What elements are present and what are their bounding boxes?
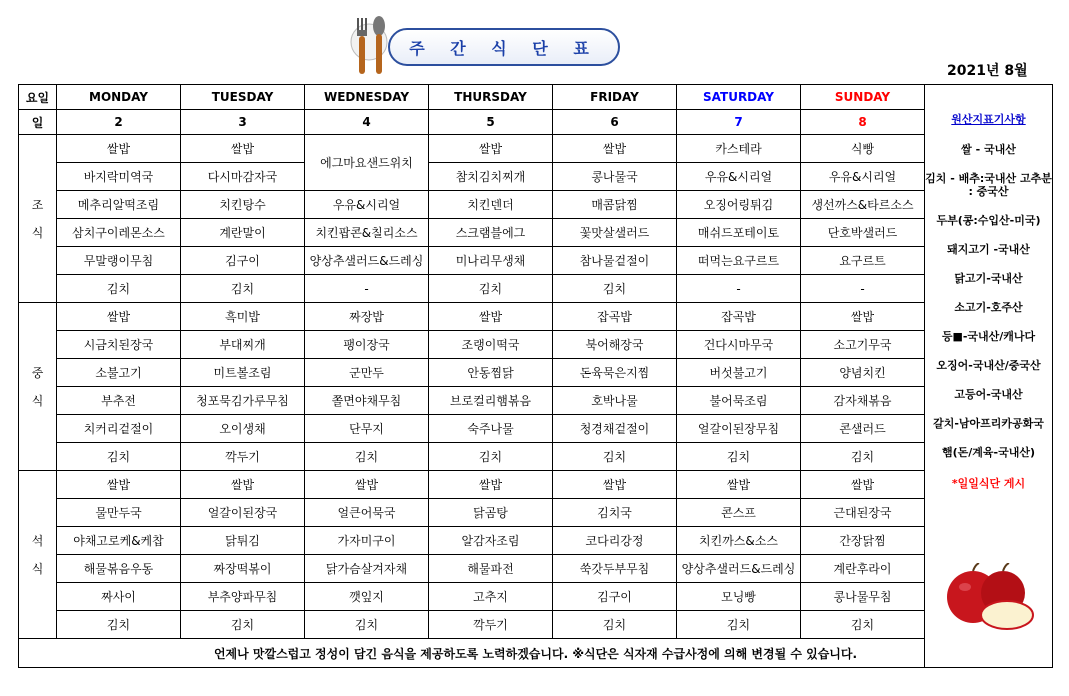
menu-cell: 군만두 xyxy=(305,359,429,387)
menu-cell: 호박나물 xyxy=(553,387,677,415)
menu-cell: 고추지 xyxy=(429,583,553,611)
menu-row xyxy=(19,163,1053,191)
origin-item: 햄(돈/계육-국내산) xyxy=(941,446,1036,459)
menu-row xyxy=(19,247,1053,275)
menu-cell: 콩나물국 xyxy=(553,163,677,191)
menu-cell: 김치 xyxy=(305,611,429,639)
origin-item: 김치 - 배추:국내산 고추분 : 중국산 xyxy=(925,172,1052,198)
menu-cell: 짜장밥 xyxy=(305,303,429,331)
origin-item: 갈치-남아프리카공화국 xyxy=(933,417,1044,430)
menu-cell: 감자채볶음 xyxy=(801,387,925,415)
menu-cell: 치킨덴더 xyxy=(429,191,553,219)
menu-cell: 쌀밥 xyxy=(553,135,677,163)
menu-cell: 꽃맛살샐러드 xyxy=(553,219,677,247)
menu-cell: 콩나물무침 xyxy=(801,583,925,611)
menu-cell: - xyxy=(801,275,925,303)
menu-cell: 얼큰어묵국 xyxy=(305,499,429,527)
day-name: MONDAY xyxy=(57,85,181,110)
menu-cell: 김치 xyxy=(181,275,305,303)
menu-cell: 불어묵조림 xyxy=(677,387,801,415)
menu-cell: 식빵 xyxy=(801,135,925,163)
menu-cell: 김치 xyxy=(57,611,181,639)
menu-cell: 건다시마무국 xyxy=(677,331,801,359)
menu-row xyxy=(19,583,1053,611)
menu-cell: 치커리겉절이 xyxy=(57,415,181,443)
menu-cell: 매쉬드포테이토 xyxy=(677,219,801,247)
menu-cell: 쌀밥 xyxy=(57,303,181,331)
menu-cell: 간장닭찜 xyxy=(801,527,925,555)
date-label: 일 xyxy=(19,110,57,135)
day-label: 요일 xyxy=(19,85,57,110)
menu-cell: 깍두기 xyxy=(181,443,305,471)
date-cell: 7 xyxy=(677,110,801,135)
meal-label-char: 석 xyxy=(31,533,44,548)
menu-cell: 김치 xyxy=(553,443,677,471)
menu-cell: 김치 xyxy=(553,275,677,303)
menu-cell: 팽이장국 xyxy=(305,331,429,359)
menu-cell: 닭곰탕 xyxy=(429,499,553,527)
menu-cell: 쌀밥 xyxy=(429,471,553,499)
menu-cell: 김치 xyxy=(305,443,429,471)
menu-cell: 김치 xyxy=(429,275,553,303)
menu-cell: 부추전 xyxy=(57,387,181,415)
origin-info-panel xyxy=(925,85,1053,668)
menu-cell: 양상추샐러드&드레싱 xyxy=(305,247,429,275)
date-row xyxy=(19,110,1053,135)
menu-cell: 짜사이 xyxy=(57,583,181,611)
menu-cell: 근대된장국 xyxy=(801,499,925,527)
menu-cell: 김치 xyxy=(801,611,925,639)
menu-cell: 부대찌개 xyxy=(181,331,305,359)
menu-cell: 계란말이 xyxy=(181,219,305,247)
menu-cell: 콘샐러드 xyxy=(801,415,925,443)
date-cell: 8 xyxy=(801,110,925,135)
menu-cell: 쌀밥 xyxy=(181,135,305,163)
meal-label-char: 식 xyxy=(31,561,44,576)
menu-cell: 스크램블에그 xyxy=(429,219,553,247)
menu-cell: 소불고기 xyxy=(57,359,181,387)
menu-cell: 우유&시리얼 xyxy=(305,191,429,219)
menu-cell: 단호박샐러드 xyxy=(801,219,925,247)
menu-cell: 김치 xyxy=(181,611,305,639)
menu-cell: 김치 xyxy=(677,611,801,639)
meal-label-char: 중 xyxy=(31,365,44,380)
menu-cell: 코다리강정 xyxy=(553,527,677,555)
menu-cell: 치킨팝콘&칠리소스 xyxy=(305,219,429,247)
menu-cell: 우유&시리얼 xyxy=(801,163,925,191)
menu-cell: 깍두기 xyxy=(429,611,553,639)
menu-cell: 김치 xyxy=(801,443,925,471)
menu-cell: 매콤닭찜 xyxy=(553,191,677,219)
menu-cell: 단무지 xyxy=(305,415,429,443)
menu-cell: 조랭이떡국 xyxy=(429,331,553,359)
menu-cell: 물만두국 xyxy=(57,499,181,527)
menu-cell: 닭튀김 xyxy=(181,527,305,555)
menu-row xyxy=(19,443,1053,471)
menu-cell: 버섯불고기 xyxy=(677,359,801,387)
menu-cell: 알감자조림 xyxy=(429,527,553,555)
menu-row xyxy=(19,555,1053,583)
menu-row xyxy=(19,471,1053,499)
menu-row xyxy=(19,387,1053,415)
menu-cell: 양상추샐러드&드레싱 xyxy=(677,555,801,583)
menu-row xyxy=(19,275,1053,303)
menu-cell: 참나물겉절이 xyxy=(553,247,677,275)
menu-cell: - xyxy=(305,275,429,303)
origin-item: 두부(콩:수입산-미국) xyxy=(936,214,1041,227)
meal-label-char: 식 xyxy=(31,225,44,240)
menu-cell: 부추양파무침 xyxy=(181,583,305,611)
page-title: 주 간 식 단 표 xyxy=(409,38,599,58)
day-name: WEDNESDAY xyxy=(305,85,429,110)
menu-cell: 청포묵김가루무침 xyxy=(181,387,305,415)
meal-label-lunch xyxy=(19,303,57,471)
menu-cell: 쌀밥 xyxy=(57,471,181,499)
menu-cell: 모닝빵 xyxy=(677,583,801,611)
menu-cell: 야채고로케&케찹 xyxy=(57,527,181,555)
menu-row xyxy=(19,219,1053,247)
menu-date: 2021년 8월 xyxy=(947,63,1028,79)
menu-cell: 치킨탕수 xyxy=(181,191,305,219)
menu-cell: - xyxy=(677,275,801,303)
menu-cell: 무말랭이무침 xyxy=(57,247,181,275)
menu-cell: 참치김치찌개 xyxy=(429,163,553,191)
menu-cell: 김치 xyxy=(677,443,801,471)
menu-cell: 떠먹는요구르트 xyxy=(677,247,801,275)
meal-label-breakfast xyxy=(19,135,57,303)
day-name: SUNDAY xyxy=(801,85,925,110)
day-header-row xyxy=(19,85,1053,110)
menu-cell: 오이생채 xyxy=(181,415,305,443)
menu-row xyxy=(19,359,1053,387)
menu-cell: 얼갈이된장국 xyxy=(181,499,305,527)
date-cell: 4 xyxy=(305,110,429,135)
menu-cell: 김치 xyxy=(429,443,553,471)
origin-item: 등■-국내산/캐나다 xyxy=(941,330,1036,343)
menu-cell: 미트볼조림 xyxy=(181,359,305,387)
menu-cell: 김치 xyxy=(57,275,181,303)
menu-cell: 해물파전 xyxy=(429,555,553,583)
notice-text: *일일식단 게시 xyxy=(951,477,1026,490)
menu-cell: 쌀밥 xyxy=(553,471,677,499)
menu-cell: 쌀밥 xyxy=(677,471,801,499)
apple-icon xyxy=(941,563,1041,633)
menu-row xyxy=(19,611,1053,639)
day-name: SATURDAY xyxy=(677,85,801,110)
origin-title: 원산지표기사항 xyxy=(951,113,1026,126)
origin-item: 오징어-국내산/중국산 xyxy=(936,359,1041,372)
menu-cell: 우유&시리얼 xyxy=(677,163,801,191)
menu-row xyxy=(19,135,1053,163)
menu-cell: 흑미밥 xyxy=(181,303,305,331)
menu-cell: 양념치킨 xyxy=(801,359,925,387)
menu-cell: 소고기무국 xyxy=(801,331,925,359)
day-name: THURSDAY xyxy=(429,85,553,110)
menu-cell: 잡곡밥 xyxy=(553,303,677,331)
date-cell: 2 xyxy=(57,110,181,135)
menu-cell: 삼치구이레몬소스 xyxy=(57,219,181,247)
menu-cell: 쑥갓두부무침 xyxy=(553,555,677,583)
origin-item: 고등어-국내산 xyxy=(954,388,1023,401)
menu-cell: 에그마요샌드위치 xyxy=(305,135,429,191)
menu-cell: 김구이 xyxy=(181,247,305,275)
menu-cell: 치킨까스&소스 xyxy=(677,527,801,555)
menu-row xyxy=(19,527,1053,555)
origin-item: 쌀 - 국내산 xyxy=(961,143,1016,156)
footer-row xyxy=(19,639,1053,668)
date-cell: 5 xyxy=(429,110,553,135)
meal-label-dinner xyxy=(19,471,57,639)
title-banner xyxy=(388,28,620,66)
menu-cell: 요구르트 xyxy=(801,247,925,275)
menu-cell: 오징어링튀김 xyxy=(677,191,801,219)
menu-cell: 메추리알떡조림 xyxy=(57,191,181,219)
date-cell: 6 xyxy=(553,110,677,135)
menu-cell: 브로컬리햄볶음 xyxy=(429,387,553,415)
menu-cell: 닭가슴살겨자채 xyxy=(305,555,429,583)
menu-cell: 안동찜닭 xyxy=(429,359,553,387)
menu-cell: 돈육묵은지찜 xyxy=(553,359,677,387)
origin-item: 돼지고기 -국내산 xyxy=(947,243,1030,256)
menu-cell: 김치 xyxy=(553,611,677,639)
menu-cell: 김치국 xyxy=(553,499,677,527)
menu-cell: 얼갈이된장무침 xyxy=(677,415,801,443)
origin-item: 닭고기-국내산 xyxy=(954,272,1023,285)
menu-cell: 쌀밥 xyxy=(801,471,925,499)
menu-row xyxy=(19,191,1053,219)
menu-cell: 김치 xyxy=(57,443,181,471)
day-name: TUESDAY xyxy=(181,85,305,110)
menu-cell: 쌀밥 xyxy=(57,135,181,163)
menu-cell: 다시마감자국 xyxy=(181,163,305,191)
menu-cell: 숙주나물 xyxy=(429,415,553,443)
menu-cell: 미나리무생채 xyxy=(429,247,553,275)
menu-row xyxy=(19,499,1053,527)
menu-cell: 가자미구이 xyxy=(305,527,429,555)
menu-cell: 계란후라이 xyxy=(801,555,925,583)
menu-row xyxy=(19,415,1053,443)
menu-cell: 시금치된장국 xyxy=(57,331,181,359)
menu-cell: 쌀밥 xyxy=(429,135,553,163)
menu-cell: 생선까스&타르소스 xyxy=(801,191,925,219)
meal-label-char: 조 xyxy=(31,197,44,212)
menu-cell: 콘스프 xyxy=(677,499,801,527)
menu-cell: 쫄면야채무침 xyxy=(305,387,429,415)
menu-cell: 쌀밥 xyxy=(801,303,925,331)
menu-cell: 카스테라 xyxy=(677,135,801,163)
menu-cell: 북어해장국 xyxy=(553,331,677,359)
menu-row xyxy=(19,331,1053,359)
menu-cell: 해물볶음우동 xyxy=(57,555,181,583)
menu-cell: 김구이 xyxy=(553,583,677,611)
menu-cell: 청경채겉절이 xyxy=(553,415,677,443)
menu-row xyxy=(19,303,1053,331)
menu-cell: 쌀밥 xyxy=(181,471,305,499)
menu-cell: 짜장떡볶이 xyxy=(181,555,305,583)
origin-item: 소고기-호주산 xyxy=(954,301,1023,314)
menu-cell: 쌀밥 xyxy=(305,471,429,499)
weekly-menu-table xyxy=(18,84,1053,668)
footer-notice: 언제나 맛깔스럽고 정성이 담긴 음식을 제공하도록 노력하겠습니다. ※식단은 식자재 수급사정에 의해 변경될 수 있습니다. xyxy=(19,639,1053,668)
date-cell: 3 xyxy=(181,110,305,135)
menu-cell: 깻잎지 xyxy=(305,583,429,611)
day-name: FRIDAY xyxy=(553,85,677,110)
menu-cell: 쌀밥 xyxy=(429,303,553,331)
menu-cell: 잡곡밥 xyxy=(677,303,801,331)
meal-label-char: 식 xyxy=(31,393,44,408)
menu-cell: 바지락미역국 xyxy=(57,163,181,191)
